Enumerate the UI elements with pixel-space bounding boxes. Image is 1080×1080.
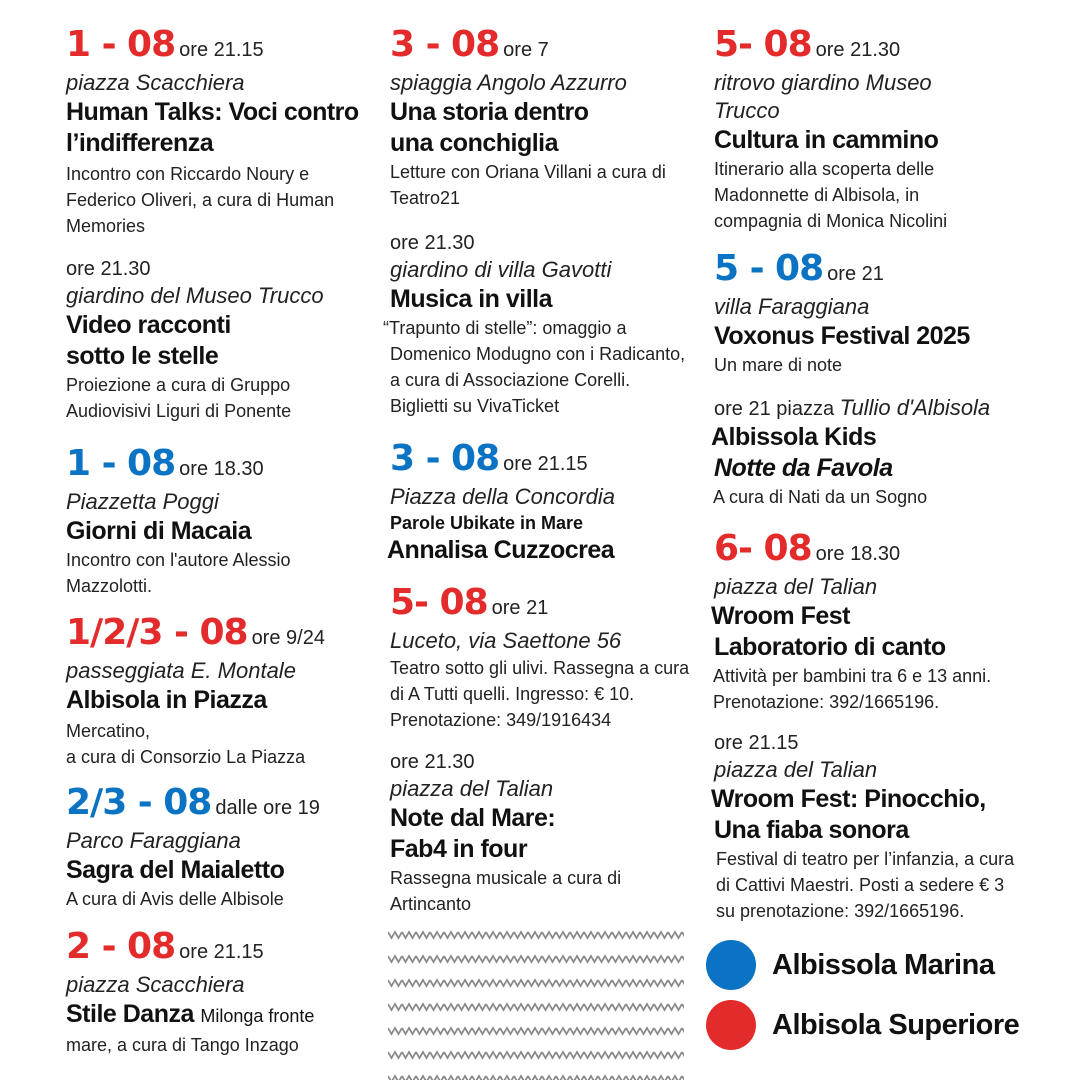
event-title: Giorni di Macaia (66, 517, 252, 545)
legend-albissola-marina (706, 940, 994, 990)
event-time: ore 18.30 (815, 543, 901, 565)
event-description: Letture con Oriana Villani a cura di Teatro21 (390, 162, 666, 208)
event-title: Wroom Fest (711, 602, 850, 630)
event-date: 1/2/3 - 08 ore 9/24 (66, 612, 325, 653)
event-title: Notte da Favola (714, 454, 893, 482)
zigzag-decoration (388, 928, 684, 1080)
event-time: ore 21.15 (179, 39, 264, 61)
event-place: piazza del Talian (390, 776, 554, 801)
event-place: piazza Scacchiera (66, 70, 245, 95)
legend-label: Albisola Superiore (772, 1008, 1020, 1041)
event-date: 3 - 08 ore 21.15 (390, 438, 588, 479)
event-parole-ubikate (387, 438, 700, 566)
event-description: A cura di Avis delle Albisole (66, 889, 284, 909)
event-place: ritrovo giardino Museo (714, 70, 932, 95)
event-description: Rassegna musicale a cura di Artincanto (390, 868, 622, 914)
red-dot-icon (706, 1000, 756, 1050)
event-albissola-kids (711, 394, 1024, 510)
event-time: ore 21 (827, 263, 884, 285)
event-time: ore 7 (503, 39, 549, 61)
event-time: ore 21 (491, 597, 549, 619)
event-title: Stile Danza Milonga fronte (66, 1000, 315, 1028)
event-date: 5- 08 ore 21 (390, 582, 549, 623)
legend-label: Albissola Marina (772, 948, 995, 981)
event-date: 2/3 - 08 dalle ore 19 (66, 782, 320, 823)
event-place: piazza del Talian (714, 757, 878, 782)
event-title: Una storia dentro (390, 98, 589, 126)
event-description: “Trapunto di stelle”: omaggio a (383, 318, 627, 338)
event-title: una conchiglia (390, 129, 559, 157)
event-description: Attività per bambini tra 6 e 13 anni. Prenotazione: 392/1665196. (713, 666, 992, 712)
event-title: Musica in villa (390, 285, 553, 313)
event-subtitle: Parole Ubikate in Mare (390, 513, 584, 533)
event-place: passeggiata E. Montale (66, 658, 296, 683)
blue-dot-icon (706, 940, 756, 990)
event-place: Luceto, via Saettone 56 (390, 628, 622, 653)
event-description: Domenico Modugno con i Radicanto, a cura di Associazione Corelli. Biglietti su VivaTicket (390, 344, 686, 416)
event-description: Festival di teatro per l’infanzia, a cura di Cattivi Maestri. Posti a sedere € 3 su prenotazione: 392/1665196. (716, 849, 1015, 921)
event-title: Note dal Mare: (390, 804, 556, 832)
event-title: Voxonus Festival 2025 (714, 322, 970, 350)
event-place: giardino di villa Gavotti (390, 257, 612, 282)
event-description: Itinerario alla scoperta delle Madonnette di Albisola, in compagnia di Monica Nicolini (714, 159, 948, 231)
event-description: Incontro con Riccardo Noury e Federico Oliveri, a cura di Human Memories (66, 164, 335, 236)
event-voxonus-festival (714, 250, 1024, 378)
event-musica-in-villa (383, 230, 700, 419)
event-title: Laboratorio di canto (714, 633, 946, 661)
event-place: Tullio d'Albisola (839, 395, 991, 420)
event-place: villa Faraggiana (714, 294, 870, 319)
event-time: ore 21.30 (66, 258, 151, 280)
event-time: ore 18.30 (179, 458, 264, 480)
event-time: ore 21.15 (714, 732, 799, 754)
event-title: Video racconti (66, 311, 231, 339)
event-date: 5- 08 ore 21.30 (714, 24, 901, 65)
event-description: Incontro con l'autore Alessio Mazzolotti. (66, 550, 291, 596)
event-description: Teatro sotto gli ulivi. Rassegna a cura di A Tutti quelli. Ingresso: € 10. Prenotazione: 349/1916434 (390, 658, 690, 730)
event-time: ore 21 piazza Tullio d'Albisola (714, 395, 991, 420)
event-time: ore 21.30 (390, 232, 475, 254)
event-human-talks (66, 26, 376, 239)
event-description: Un mare di note (714, 355, 843, 375)
event-time: dalle ore 19 (215, 797, 320, 819)
event-video-racconti (66, 256, 376, 424)
event-place: spiaggia Angolo Azzurro (390, 70, 627, 95)
event-date: 6- 08 ore 18.30 (714, 528, 901, 569)
event-title: Sagra del Maialetto (66, 856, 285, 884)
event-date: 3 - 08 ore 7 (390, 24, 549, 65)
event-date: 5 - 08 ore 21 (714, 248, 884, 289)
event-title: Albisola in Piazza (66, 686, 267, 714)
event-description: Mercatino, a cura di Consorzio La Piazza (66, 721, 306, 767)
event-title: sotto le stelle (66, 342, 219, 370)
event-description: A cura di Nati da un Sogno (713, 487, 928, 507)
event-time: ore 21.15 (503, 453, 588, 475)
event-title: Wroom Fest: Pinocchio, (711, 785, 986, 813)
event-note-dal-mare (390, 749, 700, 917)
event-title: Albissola Kids (711, 423, 877, 451)
event-time: ore 9/24 (251, 627, 325, 649)
event-wroom-fest-pinocchio (711, 730, 1024, 924)
event-title: Annalisa Cuzzocrea (387, 536, 615, 564)
event-time: ore 21.30 (390, 751, 475, 773)
event-una-storia (390, 26, 700, 211)
event-description: Milonga fronte (200, 1006, 315, 1026)
event-cultura-in-cammino (714, 26, 1024, 234)
event-date: 1 - 08 ore 18.30 (66, 443, 264, 484)
event-description: mare, a cura di Tango Inzago (66, 1035, 299, 1055)
event-place: Piazzetta Poggi (66, 489, 219, 514)
event-place: Parco Faraggiana (66, 828, 241, 853)
event-albisola-in-piazza (66, 614, 376, 770)
event-title: l’indifferenza (66, 129, 214, 157)
event-place: giardino del Museo Trucco (66, 283, 324, 308)
event-place: piazza del Talian (714, 574, 878, 599)
event-title: Cultura in cammino (714, 126, 939, 154)
event-time: ore 21.30 (815, 39, 901, 61)
event-title: Human Talks: Voci contro (66, 98, 359, 126)
event-place: Piazza della Concordia (390, 484, 616, 509)
event-date: 2 - 08 ore 21.15 (66, 926, 264, 967)
event-sagra-del-maialetto (66, 784, 376, 912)
event-date: 1 - 08 ore 21.15 (66, 24, 264, 65)
event-title: Fab4 in four (390, 835, 528, 863)
event-time: ore 21.15 (179, 941, 264, 963)
event-description: Proiezione a cura di Gruppo Audiovisivi Liguri di Ponente (66, 375, 292, 421)
event-stile-danza (66, 928, 376, 1058)
event-teatro-sotto-gli-ulivi (390, 584, 700, 733)
legend-albisola-superiore (706, 1000, 1019, 1050)
event-place: piazza Scacchiera (66, 972, 245, 997)
event-wroom-fest-laboratorio (711, 528, 1024, 715)
event-title: Una fiaba sonora (714, 816, 909, 844)
event-giorni-di-macaia (66, 445, 376, 599)
event-place: Trucco (714, 98, 780, 123)
